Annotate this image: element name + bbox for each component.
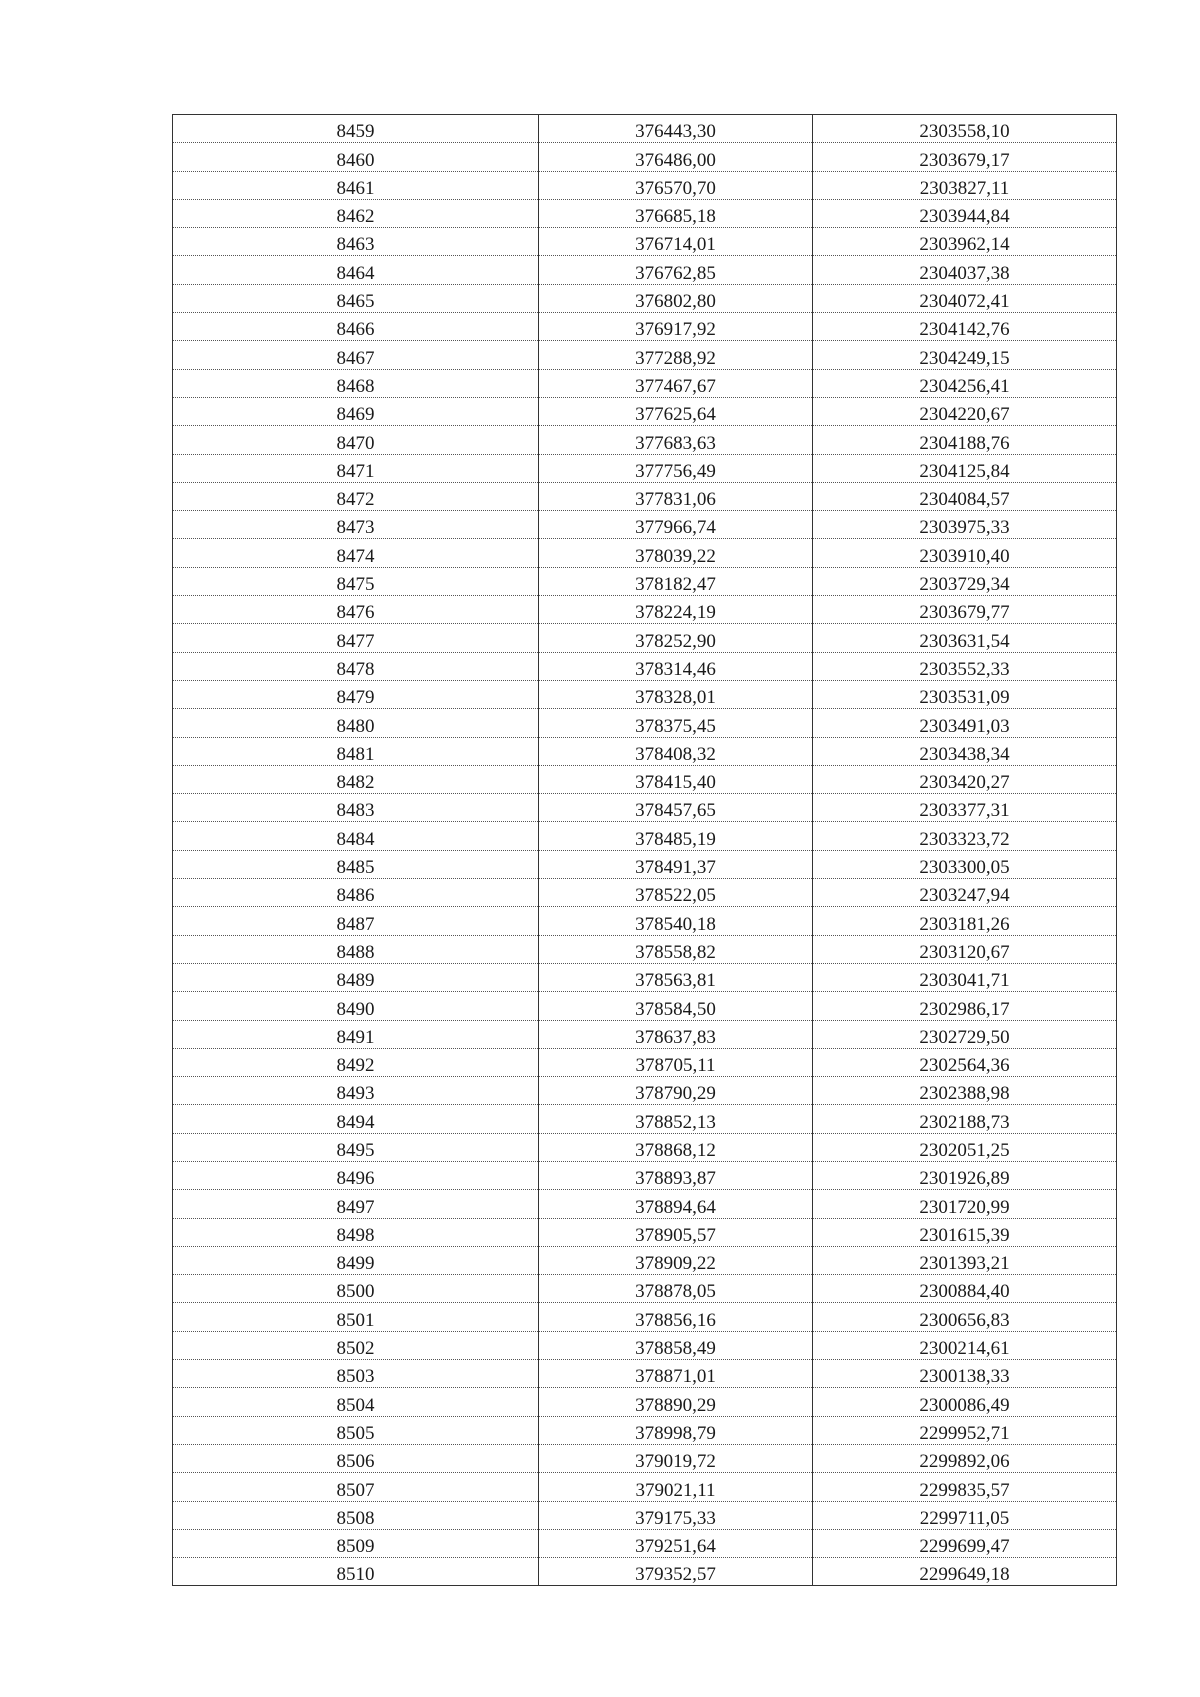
table-row xyxy=(173,1331,1117,1359)
table-row xyxy=(173,482,1117,510)
point-number-cell: 8476 xyxy=(173,596,539,624)
x-coordinate-cell: 378563,81 xyxy=(539,963,813,991)
table-row xyxy=(173,1020,1117,1048)
table-row xyxy=(173,369,1117,397)
x-coordinate-cell: 378328,01 xyxy=(539,680,813,708)
point-number-cell: 8501 xyxy=(173,1303,539,1331)
x-coordinate-cell: 378224,19 xyxy=(539,596,813,624)
point-number-cell: 8490 xyxy=(173,992,539,1020)
y-coordinate-cell: 2303181,26 xyxy=(813,907,1117,935)
y-coordinate-cell: 2302051,25 xyxy=(813,1133,1117,1161)
x-coordinate-cell: 378905,57 xyxy=(539,1218,813,1246)
x-coordinate-cell: 378878,05 xyxy=(539,1275,813,1303)
x-coordinate-cell: 378039,22 xyxy=(539,539,813,567)
x-coordinate-cell: 378705,11 xyxy=(539,1048,813,1076)
point-number-cell: 8486 xyxy=(173,879,539,907)
coordinates-table-body xyxy=(173,115,1117,1586)
y-coordinate-cell: 2302564,36 xyxy=(813,1048,1117,1076)
y-coordinate-cell: 2303962,14 xyxy=(813,228,1117,256)
x-coordinate-cell: 377756,49 xyxy=(539,454,813,482)
point-number-cell: 8497 xyxy=(173,1190,539,1218)
point-number-cell: 8484 xyxy=(173,822,539,850)
y-coordinate-cell: 2303323,72 xyxy=(813,822,1117,850)
point-number-cell: 8494 xyxy=(173,1105,539,1133)
y-coordinate-cell: 2303558,10 xyxy=(813,115,1117,143)
x-coordinate-cell: 378182,47 xyxy=(539,567,813,595)
x-coordinate-cell: 378856,16 xyxy=(539,1303,813,1331)
y-coordinate-cell: 2303631,54 xyxy=(813,624,1117,652)
point-number-cell: 8487 xyxy=(173,907,539,935)
point-number-cell: 8483 xyxy=(173,794,539,822)
table-row xyxy=(173,511,1117,539)
y-coordinate-cell: 2299952,71 xyxy=(813,1416,1117,1444)
table-row xyxy=(173,1246,1117,1274)
point-number-cell: 8485 xyxy=(173,850,539,878)
y-coordinate-cell: 2303491,03 xyxy=(813,709,1117,737)
point-number-cell: 8504 xyxy=(173,1388,539,1416)
table-row xyxy=(173,1105,1117,1133)
y-coordinate-cell: 2300656,83 xyxy=(813,1303,1117,1331)
y-coordinate-cell: 2303910,40 xyxy=(813,539,1117,567)
point-number-cell: 8471 xyxy=(173,454,539,482)
point-number-cell: 8473 xyxy=(173,511,539,539)
table-row xyxy=(173,963,1117,991)
y-coordinate-cell: 2304256,41 xyxy=(813,369,1117,397)
x-coordinate-cell: 377966,74 xyxy=(539,511,813,539)
table-row xyxy=(173,454,1117,482)
table-row xyxy=(173,794,1117,822)
x-coordinate-cell: 378858,49 xyxy=(539,1331,813,1359)
point-number-cell: 8459 xyxy=(173,115,539,143)
table-row xyxy=(173,652,1117,680)
y-coordinate-cell: 2301720,99 xyxy=(813,1190,1117,1218)
y-coordinate-cell: 2299835,57 xyxy=(813,1473,1117,1501)
y-coordinate-cell: 2304125,84 xyxy=(813,454,1117,482)
x-coordinate-cell: 377831,06 xyxy=(539,482,813,510)
y-coordinate-cell: 2302388,98 xyxy=(813,1077,1117,1105)
y-coordinate-cell: 2304072,41 xyxy=(813,284,1117,312)
table-row xyxy=(173,1416,1117,1444)
x-coordinate-cell: 376486,00 xyxy=(539,143,813,171)
point-number-cell: 8478 xyxy=(173,652,539,680)
x-coordinate-cell: 378485,19 xyxy=(539,822,813,850)
table-row xyxy=(173,596,1117,624)
table-row xyxy=(173,737,1117,765)
point-number-cell: 8461 xyxy=(173,171,539,199)
x-coordinate-cell: 378893,87 xyxy=(539,1161,813,1189)
table-row xyxy=(173,1048,1117,1076)
x-coordinate-cell: 379175,33 xyxy=(539,1501,813,1529)
point-number-cell: 8488 xyxy=(173,935,539,963)
x-coordinate-cell: 376570,70 xyxy=(539,171,813,199)
y-coordinate-cell: 2303041,71 xyxy=(813,963,1117,991)
table-row xyxy=(173,567,1117,595)
x-coordinate-cell: 378894,64 xyxy=(539,1190,813,1218)
point-number-cell: 8460 xyxy=(173,143,539,171)
point-number-cell: 8499 xyxy=(173,1246,539,1274)
point-number-cell: 8505 xyxy=(173,1416,539,1444)
table-row xyxy=(173,1501,1117,1529)
x-coordinate-cell: 377467,67 xyxy=(539,369,813,397)
table-row xyxy=(173,1133,1117,1161)
point-number-cell: 8468 xyxy=(173,369,539,397)
y-coordinate-cell: 2303120,67 xyxy=(813,935,1117,963)
y-coordinate-cell: 2304142,76 xyxy=(813,313,1117,341)
table-row xyxy=(173,1161,1117,1189)
x-coordinate-cell: 378790,29 xyxy=(539,1077,813,1105)
point-number-cell: 8492 xyxy=(173,1048,539,1076)
x-coordinate-cell: 379021,11 xyxy=(539,1473,813,1501)
y-coordinate-cell: 2299711,05 xyxy=(813,1501,1117,1529)
x-coordinate-cell: 378252,90 xyxy=(539,624,813,652)
table-row xyxy=(173,935,1117,963)
x-coordinate-cell: 378584,50 xyxy=(539,992,813,1020)
y-coordinate-cell: 2302188,73 xyxy=(813,1105,1117,1133)
point-number-cell: 8507 xyxy=(173,1473,539,1501)
point-number-cell: 8489 xyxy=(173,963,539,991)
y-coordinate-cell: 2300138,33 xyxy=(813,1360,1117,1388)
x-coordinate-cell: 378637,83 xyxy=(539,1020,813,1048)
table-row xyxy=(173,907,1117,935)
point-number-cell: 8463 xyxy=(173,228,539,256)
table-row xyxy=(173,256,1117,284)
point-number-cell: 8495 xyxy=(173,1133,539,1161)
y-coordinate-cell: 2304037,38 xyxy=(813,256,1117,284)
x-coordinate-cell: 379352,57 xyxy=(539,1558,813,1586)
table-row xyxy=(173,1473,1117,1501)
point-number-cell: 8506 xyxy=(173,1444,539,1472)
y-coordinate-cell: 2304249,15 xyxy=(813,341,1117,369)
table-row xyxy=(173,624,1117,652)
x-coordinate-cell: 378522,05 xyxy=(539,879,813,907)
table-row xyxy=(173,1190,1117,1218)
point-number-cell: 8503 xyxy=(173,1360,539,1388)
point-number-cell: 8467 xyxy=(173,341,539,369)
x-coordinate-cell: 379251,64 xyxy=(539,1529,813,1557)
table-row xyxy=(173,765,1117,793)
x-coordinate-cell: 378408,32 xyxy=(539,737,813,765)
x-coordinate-cell: 378375,45 xyxy=(539,709,813,737)
table-row xyxy=(173,1388,1117,1416)
table-row xyxy=(173,1303,1117,1331)
x-coordinate-cell: 377683,63 xyxy=(539,426,813,454)
point-number-cell: 8481 xyxy=(173,737,539,765)
x-coordinate-cell: 378491,37 xyxy=(539,850,813,878)
y-coordinate-cell: 2304084,57 xyxy=(813,482,1117,510)
table-row xyxy=(173,115,1117,143)
point-number-cell: 8469 xyxy=(173,397,539,425)
table-row xyxy=(173,397,1117,425)
y-coordinate-cell: 2299892,06 xyxy=(813,1444,1117,1472)
x-coordinate-cell: 378868,12 xyxy=(539,1133,813,1161)
table-row xyxy=(173,1275,1117,1303)
point-number-cell: 8491 xyxy=(173,1020,539,1048)
point-number-cell: 8477 xyxy=(173,624,539,652)
y-coordinate-cell: 2303729,34 xyxy=(813,567,1117,595)
y-coordinate-cell: 2303247,94 xyxy=(813,879,1117,907)
x-coordinate-cell: 378314,46 xyxy=(539,652,813,680)
y-coordinate-cell: 2302729,50 xyxy=(813,1020,1117,1048)
table-row xyxy=(173,143,1117,171)
y-coordinate-cell: 2303531,09 xyxy=(813,680,1117,708)
point-number-cell: 8510 xyxy=(173,1558,539,1586)
x-coordinate-cell: 379019,72 xyxy=(539,1444,813,1472)
point-number-cell: 8470 xyxy=(173,426,539,454)
y-coordinate-cell: 2300884,40 xyxy=(813,1275,1117,1303)
table-row xyxy=(173,1558,1117,1586)
x-coordinate-cell: 376917,92 xyxy=(539,313,813,341)
point-number-cell: 8472 xyxy=(173,482,539,510)
table-row xyxy=(173,709,1117,737)
y-coordinate-cell: 2304188,76 xyxy=(813,426,1117,454)
x-coordinate-cell: 378457,65 xyxy=(539,794,813,822)
y-coordinate-cell: 2299699,47 xyxy=(813,1529,1117,1557)
table-row xyxy=(173,539,1117,567)
y-coordinate-cell: 2303679,17 xyxy=(813,143,1117,171)
point-number-cell: 8480 xyxy=(173,709,539,737)
x-coordinate-cell: 378540,18 xyxy=(539,907,813,935)
y-coordinate-cell: 2303552,33 xyxy=(813,652,1117,680)
point-number-cell: 8479 xyxy=(173,680,539,708)
table-row xyxy=(173,822,1117,850)
x-coordinate-cell: 378909,22 xyxy=(539,1246,813,1274)
x-coordinate-cell: 376802,80 xyxy=(539,284,813,312)
table-row xyxy=(173,341,1117,369)
point-number-cell: 8500 xyxy=(173,1275,539,1303)
y-coordinate-cell: 2302986,17 xyxy=(813,992,1117,1020)
table-row xyxy=(173,1529,1117,1557)
table-row xyxy=(173,992,1117,1020)
table-row xyxy=(173,1077,1117,1105)
y-coordinate-cell: 2303827,11 xyxy=(813,171,1117,199)
x-coordinate-cell: 376685,18 xyxy=(539,199,813,227)
point-number-cell: 8508 xyxy=(173,1501,539,1529)
table-row xyxy=(173,879,1117,907)
x-coordinate-cell: 376443,30 xyxy=(539,115,813,143)
point-number-cell: 8475 xyxy=(173,567,539,595)
y-coordinate-cell: 2303679,77 xyxy=(813,596,1117,624)
point-number-cell: 8502 xyxy=(173,1331,539,1359)
y-coordinate-cell: 2303975,33 xyxy=(813,511,1117,539)
coordinates-table xyxy=(172,114,1117,1586)
x-coordinate-cell: 378890,29 xyxy=(539,1388,813,1416)
point-number-cell: 8482 xyxy=(173,765,539,793)
y-coordinate-cell: 2303420,27 xyxy=(813,765,1117,793)
table-row xyxy=(173,426,1117,454)
table-row xyxy=(173,1360,1117,1388)
y-coordinate-cell: 2300086,49 xyxy=(813,1388,1117,1416)
y-coordinate-cell: 2301926,89 xyxy=(813,1161,1117,1189)
y-coordinate-cell: 2301615,39 xyxy=(813,1218,1117,1246)
point-number-cell: 8498 xyxy=(173,1218,539,1246)
point-number-cell: 8493 xyxy=(173,1077,539,1105)
y-coordinate-cell: 2303377,31 xyxy=(813,794,1117,822)
x-coordinate-cell: 378998,79 xyxy=(539,1416,813,1444)
point-number-cell: 8462 xyxy=(173,199,539,227)
point-number-cell: 8466 xyxy=(173,313,539,341)
point-number-cell: 8474 xyxy=(173,539,539,567)
table-row xyxy=(173,1218,1117,1246)
x-coordinate-cell: 376762,85 xyxy=(539,256,813,284)
y-coordinate-cell: 2303944,84 xyxy=(813,199,1117,227)
table-row xyxy=(173,313,1117,341)
x-coordinate-cell: 377625,64 xyxy=(539,397,813,425)
x-coordinate-cell: 377288,92 xyxy=(539,341,813,369)
y-coordinate-cell: 2299649,18 xyxy=(813,1558,1117,1586)
x-coordinate-cell: 378852,13 xyxy=(539,1105,813,1133)
table-row xyxy=(173,171,1117,199)
table-row xyxy=(173,284,1117,312)
y-coordinate-cell: 2303300,05 xyxy=(813,850,1117,878)
table-row xyxy=(173,1444,1117,1472)
point-number-cell: 8464 xyxy=(173,256,539,284)
table-row xyxy=(173,199,1117,227)
point-number-cell: 8465 xyxy=(173,284,539,312)
x-coordinate-cell: 378415,40 xyxy=(539,765,813,793)
x-coordinate-cell: 378871,01 xyxy=(539,1360,813,1388)
y-coordinate-cell: 2301393,21 xyxy=(813,1246,1117,1274)
table-row xyxy=(173,850,1117,878)
x-coordinate-cell: 376714,01 xyxy=(539,228,813,256)
table-row xyxy=(173,680,1117,708)
table-row xyxy=(173,228,1117,256)
y-coordinate-cell: 2303438,34 xyxy=(813,737,1117,765)
x-coordinate-cell: 378558,82 xyxy=(539,935,813,963)
point-number-cell: 8496 xyxy=(173,1161,539,1189)
y-coordinate-cell: 2300214,61 xyxy=(813,1331,1117,1359)
point-number-cell: 8509 xyxy=(173,1529,539,1557)
y-coordinate-cell: 2304220,67 xyxy=(813,397,1117,425)
